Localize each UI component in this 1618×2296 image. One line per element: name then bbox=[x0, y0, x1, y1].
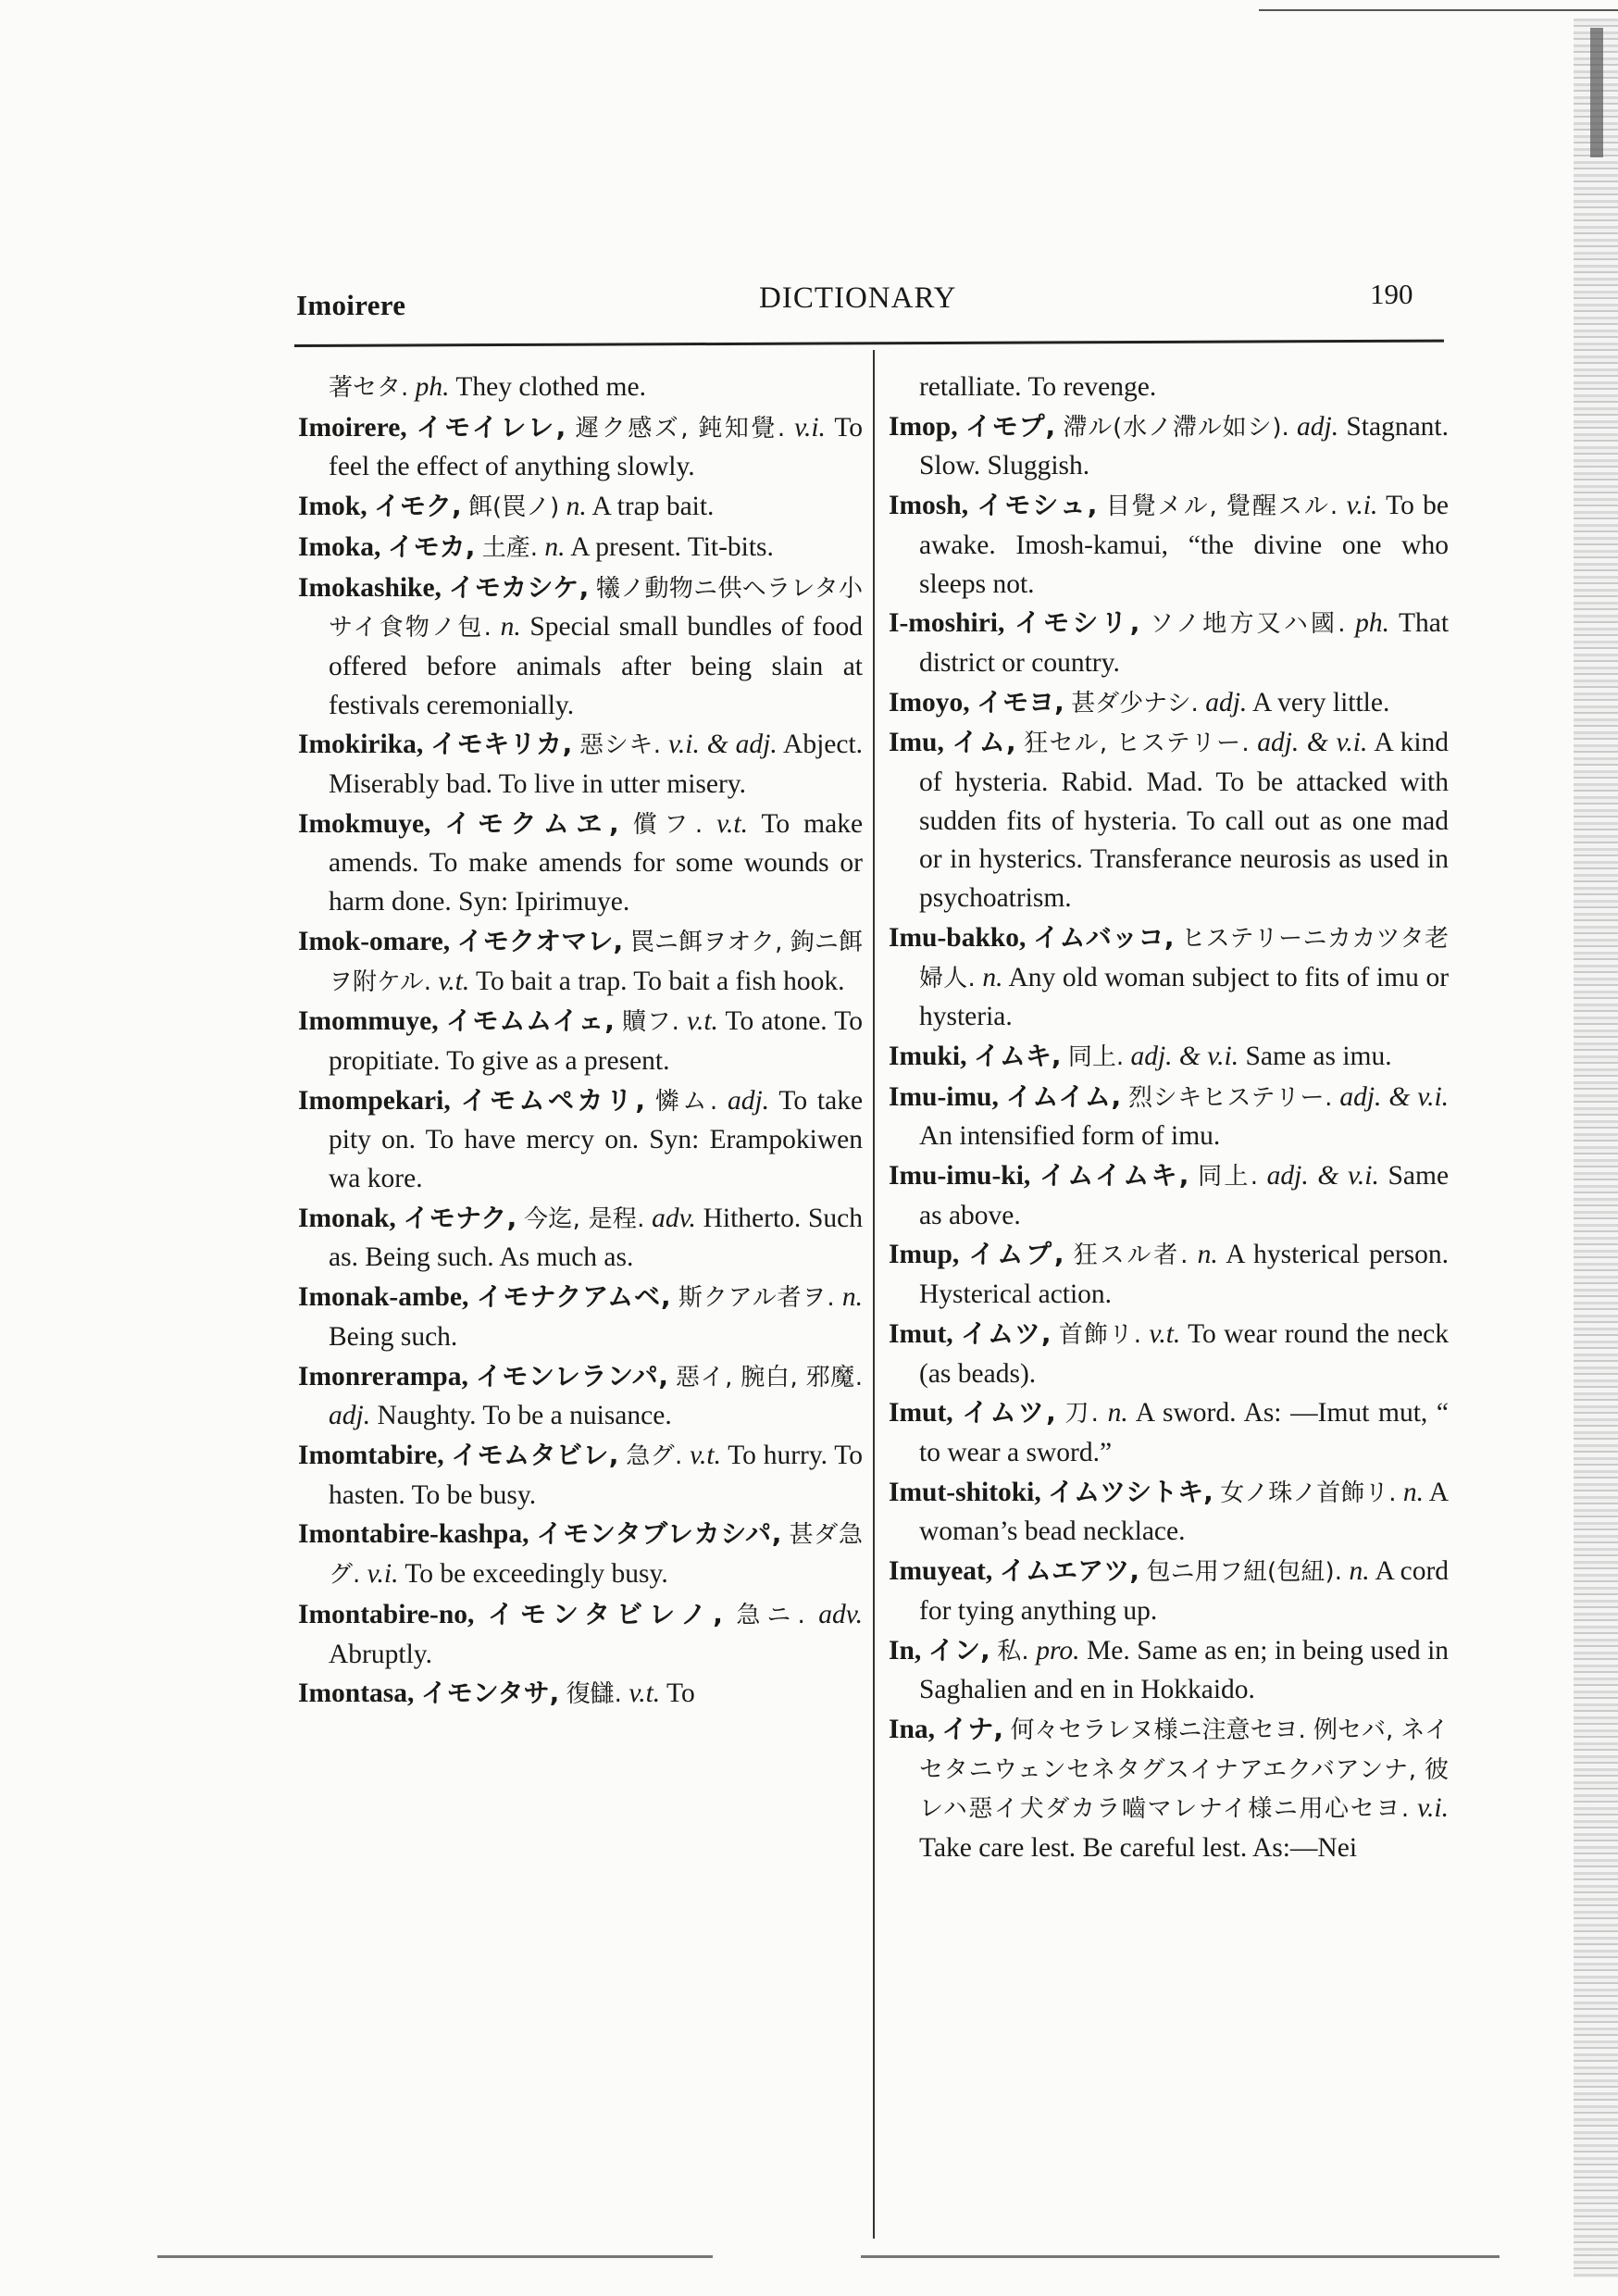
headword: Imut, bbox=[889, 1398, 953, 1429]
japanese-gloss: 滯ル(水ノ滯ル如シ). bbox=[1063, 413, 1289, 442]
part-of-speech: adj. bbox=[1297, 411, 1339, 442]
dictionary-entry bbox=[298, 568, 863, 726]
kana-reading: イムキ, bbox=[973, 1040, 1062, 1071]
page-header bbox=[296, 278, 1444, 333]
dictionary-entry bbox=[889, 486, 1449, 604]
dictionary-entry bbox=[298, 1002, 863, 1080]
part-of-speech: v.t. bbox=[629, 1678, 661, 1709]
kana-reading: イモンタサ, bbox=[420, 1678, 560, 1709]
definition: An intensified form of imu. bbox=[919, 1121, 1221, 1152]
headword: Imommuye, bbox=[298, 1006, 439, 1037]
headword: Imoka, bbox=[298, 531, 381, 562]
kana-reading: イムイム, bbox=[1005, 1080, 1122, 1112]
headword: Imok, bbox=[298, 492, 367, 522]
japanese-gloss: 甚ダ少ナシ. bbox=[1071, 689, 1199, 718]
definition: Any old woman subject to fits of imu or hysteria. bbox=[919, 962, 1450, 1032]
part-of-speech: adj. & v.i. bbox=[1339, 1081, 1450, 1112]
definition: A present. Tit-bits. bbox=[570, 531, 774, 562]
part-of-speech: n. bbox=[1349, 1556, 1370, 1587]
definition: Special small bundles of food offered before animals after being slain at festivals ceremonially. bbox=[329, 612, 863, 720]
kana-reading: イン, bbox=[927, 1634, 990, 1666]
headword: Imomtabire, bbox=[298, 1440, 444, 1470]
definition: A hysterical person. Hysterical action. bbox=[919, 1240, 1450, 1310]
dictionary-entry bbox=[889, 1473, 1449, 1552]
definition: To take pity on. To have mercy on. Syn: Erampokiwen wa kore. bbox=[329, 1085, 864, 1194]
headword: Imut, bbox=[889, 1318, 953, 1349]
part-of-speech: adv. bbox=[818, 1599, 864, 1629]
definition: Take care lest. Be careful lest. As:—Nei bbox=[919, 1833, 1358, 1864]
part-of-speech: adj. & v.i. bbox=[1130, 1041, 1239, 1071]
part-of-speech: adj. bbox=[329, 1401, 371, 1431]
dictionary-entry bbox=[298, 1595, 863, 1674]
japanese-gloss: 目覺メル, 覺醒スル. bbox=[1105, 493, 1338, 521]
headword: Imoyo, bbox=[889, 687, 970, 718]
dictionary-entry bbox=[298, 1436, 863, 1515]
definition: Naughty. To be a nuisance. bbox=[377, 1401, 672, 1431]
kana-reading: イモカ, bbox=[387, 530, 476, 562]
japanese-gloss: 刀. bbox=[1064, 1400, 1099, 1429]
part-of-speech: n. bbox=[544, 531, 566, 562]
part-of-speech: adj. & v.i. bbox=[1266, 1161, 1379, 1192]
dictionary-entry bbox=[298, 528, 863, 568]
kana-reading: イモンタブレカシパ, bbox=[536, 1518, 782, 1550]
japanese-gloss: 惡イ, 腕白, 邪魔. bbox=[675, 1363, 864, 1391]
dictionary-entry bbox=[889, 368, 1449, 407]
part-of-speech: v.t. bbox=[1149, 1318, 1181, 1349]
japanese-gloss: 償フ. bbox=[632, 810, 703, 839]
dictionary-entry bbox=[889, 407, 1449, 486]
definition: To make amends. To make amends for some wounds or harm done. Syn: Ipirimuye. bbox=[329, 808, 864, 917]
page-binding-edge bbox=[1574, 19, 1618, 2277]
kana-reading: イモナク, bbox=[403, 1202, 517, 1233]
kana-reading: イモムタビレ, bbox=[451, 1439, 619, 1470]
page-binding-shadow bbox=[1590, 28, 1603, 157]
dictionary-entry bbox=[889, 1078, 1449, 1156]
definition: A kind of hysteria. Rabid. Mad. To be attacked with sudden fits of hysteria. To call out as one mad or in hysterics. Transferance neurosis as used in psychoatrism. bbox=[919, 728, 1450, 914]
kana-reading: イモクオマレ, bbox=[456, 925, 624, 956]
japanese-gloss: ソノ地方又ハ國. bbox=[1149, 610, 1346, 639]
dictionary-entry bbox=[298, 1199, 863, 1278]
definition: Same as above. bbox=[919, 1161, 1450, 1230]
definition: They clothed me. bbox=[455, 372, 646, 402]
definition: To atone. To propitiate. To give as a present. bbox=[329, 1006, 864, 1076]
dictionary-entry bbox=[298, 922, 863, 1002]
part-of-speech: v.i. & adj. bbox=[668, 730, 778, 760]
kana-reading: イモクムヱ, bbox=[444, 807, 619, 839]
left-column bbox=[298, 368, 863, 1715]
definition: Being such. bbox=[329, 1321, 458, 1352]
definition: To be exceedingly busy. bbox=[404, 1559, 668, 1590]
headword: Imok-omare, bbox=[298, 926, 451, 956]
dictionary-entry bbox=[889, 1156, 1449, 1235]
dictionary-entry bbox=[889, 918, 1449, 1037]
kana-reading: イモカシケ, bbox=[448, 571, 590, 603]
japanese-gloss: 甚ダ急グ. bbox=[329, 1521, 863, 1590]
dictionary-entry bbox=[889, 723, 1449, 918]
dictionary-entry bbox=[889, 1037, 1449, 1078]
dictionary-entry bbox=[298, 368, 863, 408]
kana-reading: イモンレランパ, bbox=[475, 1360, 668, 1391]
part-of-speech: n. bbox=[500, 612, 521, 643]
japanese-gloss: 急ニ. bbox=[736, 1601, 805, 1629]
headword: Imu, bbox=[889, 728, 944, 758]
part-of-speech: n. bbox=[1402, 1477, 1424, 1507]
part-of-speech: pro. bbox=[1036, 1635, 1080, 1666]
headword: Imonak-ambe, bbox=[298, 1282, 469, 1313]
headword: Imu-bakko, bbox=[889, 922, 1027, 953]
part-of-speech: v.i. bbox=[367, 1559, 399, 1590]
headword: Imokashike, bbox=[298, 572, 442, 603]
kana-reading: イモンタビレノ, bbox=[487, 1598, 723, 1629]
japanese-gloss: 狂セル, ヒステリー. bbox=[1024, 730, 1250, 758]
definition: To wear round the neck (as beads). bbox=[919, 1318, 1450, 1389]
japanese-gloss: 憐ム. bbox=[654, 1087, 718, 1116]
section-title: DICTIONARY bbox=[759, 281, 957, 315]
kana-reading: イモヨ, bbox=[977, 686, 1064, 718]
part-of-speech: adj. bbox=[1205, 687, 1248, 718]
scan-bottom-line bbox=[157, 2255, 713, 2258]
headword: Imontabire-no, bbox=[298, 1599, 475, 1629]
kana-reading: イモナクアムベ, bbox=[476, 1281, 671, 1313]
part-of-speech: v.t. bbox=[438, 966, 470, 996]
headword: Imuki, bbox=[889, 1041, 967, 1071]
kana-reading: イムツ, bbox=[962, 1397, 1056, 1429]
japanese-gloss: 犧ノ動物ニ供ヘラレタ小サイ食物ノ包. bbox=[329, 574, 864, 643]
page-number: 190 bbox=[1370, 278, 1413, 310]
dictionary-entry bbox=[889, 1235, 1449, 1314]
header-rule bbox=[294, 340, 1444, 347]
dictionary-entry bbox=[298, 1357, 863, 1436]
japanese-gloss: ヒステリーニカカツタ老婦人. bbox=[919, 924, 1450, 992]
definition: To feel the effect of anything slowly. bbox=[329, 412, 864, 482]
japanese-gloss: 首飾リ. bbox=[1058, 1320, 1142, 1349]
kana-reading: イム, bbox=[952, 727, 1016, 758]
definition: That district or country. bbox=[919, 608, 1450, 678]
definition: A cord for tying anything up. bbox=[919, 1556, 1450, 1626]
kana-reading: イモムペカリ, bbox=[460, 1084, 646, 1116]
dictionary-entry bbox=[889, 604, 1449, 682]
definition: Abruptly. bbox=[329, 1639, 432, 1669]
dictionary-entry bbox=[889, 1393, 1449, 1472]
headword: Imu-imu-ki, bbox=[889, 1161, 1031, 1192]
japanese-gloss: 贖フ. bbox=[622, 1008, 679, 1037]
headword: Imontasa, bbox=[298, 1678, 415, 1709]
headword: Imokirika, bbox=[298, 730, 424, 760]
headword: Imut-shitoki, bbox=[889, 1477, 1041, 1507]
scan-bottom-line bbox=[861, 2255, 1500, 2258]
japanese-gloss: 著セタ. bbox=[329, 374, 409, 402]
definition: Hitherto. Such as. Being such. As much as. bbox=[329, 1203, 863, 1273]
kana-reading: イモムムイェ, bbox=[445, 1005, 615, 1037]
dictionary-entry bbox=[889, 1315, 1449, 1393]
dictionary-entry bbox=[889, 683, 1449, 724]
kana-reading: イムバッコ, bbox=[1033, 921, 1175, 953]
kana-reading: イムイムキ, bbox=[1039, 1160, 1189, 1192]
right-column bbox=[889, 368, 1449, 1868]
kana-reading: イナ, bbox=[941, 1713, 1004, 1744]
definition: Me. Same as en; in being used in Saghalien and en in Hokkaido. bbox=[919, 1635, 1450, 1705]
japanese-gloss: 私. bbox=[997, 1637, 1029, 1666]
definition: retalliate. To revenge. bbox=[919, 372, 1157, 402]
headword: Imonrerampa, bbox=[298, 1361, 468, 1391]
dictionary-entry bbox=[298, 1081, 863, 1199]
kana-reading: イムエアツ, bbox=[999, 1555, 1139, 1587]
part-of-speech: ph. bbox=[1355, 608, 1389, 639]
part-of-speech: v.i. bbox=[1417, 1793, 1449, 1824]
headword: In, bbox=[889, 1635, 922, 1666]
part-of-speech: ph. bbox=[415, 372, 450, 402]
kana-reading: イモク, bbox=[373, 491, 462, 522]
dictionary-entry bbox=[298, 1515, 863, 1594]
headword: Imoirere, bbox=[298, 412, 407, 443]
headword: Imup, bbox=[889, 1240, 960, 1270]
definition: Abject. Miserably bad. To live in utter misery. bbox=[329, 730, 864, 800]
part-of-speech: adv. bbox=[652, 1203, 696, 1233]
definition: A sword. As: —Imut mut, “ to wear a sword.” bbox=[919, 1398, 1449, 1467]
kana-reading: イムツ, bbox=[961, 1317, 1052, 1349]
japanese-gloss: 何々セラレヌ様ニ注意セヨ. 例セバ, ネイセタニウェンセネタグスイナアエクバアンナ, 彼レハ惡イ犬ダカラ嚙マレナイ様ニ用心セヨ. bbox=[919, 1716, 1450, 1824]
kana-reading: イムツシトキ, bbox=[1048, 1476, 1214, 1507]
dictionary-entry bbox=[298, 725, 863, 804]
definition: To bbox=[666, 1678, 695, 1709]
kana-reading: イモプ, bbox=[965, 410, 1056, 442]
japanese-gloss: 包ニ用フ紐(包紐). bbox=[1146, 1558, 1342, 1587]
headword: Imontabire-kashpa, bbox=[298, 1519, 529, 1550]
kana-reading: イムプ, bbox=[968, 1239, 1064, 1270]
headword: Imu-imu, bbox=[889, 1081, 999, 1112]
part-of-speech: v.t. bbox=[690, 1440, 721, 1470]
part-of-speech: n. bbox=[1107, 1398, 1128, 1429]
kana-reading: イモイレレ, bbox=[416, 411, 566, 443]
definition: A trap bait. bbox=[591, 492, 715, 522]
kana-reading: イモシュ, bbox=[977, 490, 1098, 521]
japanese-gloss: 同上. bbox=[1198, 1163, 1258, 1192]
headword: Imop, bbox=[889, 411, 958, 442]
japanese-gloss: 惡シキ. bbox=[579, 731, 662, 760]
part-of-speech: n. bbox=[841, 1282, 864, 1313]
dictionary-entry bbox=[298, 805, 863, 922]
headword: Imokmuye, bbox=[298, 808, 431, 839]
part-of-speech: v.i. bbox=[794, 412, 826, 443]
part-of-speech: v.i. bbox=[1346, 491, 1378, 521]
headword: Imuyeat, bbox=[889, 1556, 993, 1587]
japanese-gloss: 遲ク感ズ, 鈍知覺. bbox=[575, 414, 786, 443]
definition: Stagnant. Slow. Sluggish. bbox=[919, 411, 1449, 481]
dictionary-entry bbox=[298, 1674, 863, 1715]
scan-edge-line bbox=[1259, 9, 1618, 11]
dictionary-entry bbox=[298, 1278, 863, 1356]
dictionary-entry bbox=[889, 1631, 1449, 1710]
headword: Ina, bbox=[889, 1714, 936, 1744]
part-of-speech: n. bbox=[982, 962, 1003, 992]
japanese-gloss: 同上. bbox=[1067, 1042, 1125, 1071]
japanese-gloss: 急グ. bbox=[626, 1441, 683, 1470]
definition: To bait a trap. To bait a fish hook. bbox=[476, 966, 845, 996]
dictionary-entry bbox=[889, 1552, 1449, 1630]
japanese-gloss: 今迄, 是程. bbox=[523, 1204, 645, 1233]
japanese-gloss: 女ノ珠ノ首飾リ. bbox=[1220, 1479, 1397, 1507]
dictionary-entry bbox=[298, 408, 863, 487]
dictionary-entry bbox=[298, 487, 863, 528]
japanese-gloss: 罠ニ餌ヲオク, 鉤ニ餌ヲ附ケル. bbox=[329, 928, 864, 996]
definition: To be awake. Imosh-kamui, “the divine one who sleeps not. bbox=[919, 491, 1450, 599]
kana-reading: イモキリカ, bbox=[430, 729, 573, 760]
japanese-gloss: 土產. bbox=[481, 533, 538, 562]
definition: A woman’s bead necklace. bbox=[919, 1477, 1450, 1547]
dictionary-entry bbox=[889, 1710, 1449, 1868]
japanese-gloss: 餌(罠ノ) bbox=[467, 493, 560, 522]
definition: To hurry. To hasten. To be busy. bbox=[329, 1440, 864, 1510]
column-divider bbox=[873, 350, 875, 2239]
japanese-gloss: 狂スル者. bbox=[1073, 1242, 1189, 1270]
part-of-speech: adj. bbox=[727, 1085, 770, 1116]
definition: Same as imu. bbox=[1245, 1041, 1392, 1071]
part-of-speech: n. bbox=[566, 492, 587, 522]
running-head: Imoirere bbox=[296, 289, 406, 321]
part-of-speech: adj. & v.i. bbox=[1257, 728, 1368, 758]
part-of-speech: v.t. bbox=[687, 1006, 718, 1037]
japanese-gloss: 斯クアル者ヲ. bbox=[678, 1284, 835, 1313]
japanese-gloss: 復讎. bbox=[566, 1680, 622, 1709]
headword: I-moshiri, bbox=[889, 608, 1005, 639]
headword: Imompekari, bbox=[298, 1085, 451, 1116]
headword: Imosh, bbox=[889, 491, 969, 521]
part-of-speech: n. bbox=[1197, 1240, 1218, 1270]
part-of-speech: v.t. bbox=[716, 808, 748, 839]
japanese-gloss: 烈シキヒステリー. bbox=[1128, 1083, 1333, 1112]
definition: A very little. bbox=[1252, 687, 1390, 718]
headword: Imonak, bbox=[298, 1203, 396, 1233]
kana-reading: イモシリ, bbox=[1014, 607, 1140, 639]
